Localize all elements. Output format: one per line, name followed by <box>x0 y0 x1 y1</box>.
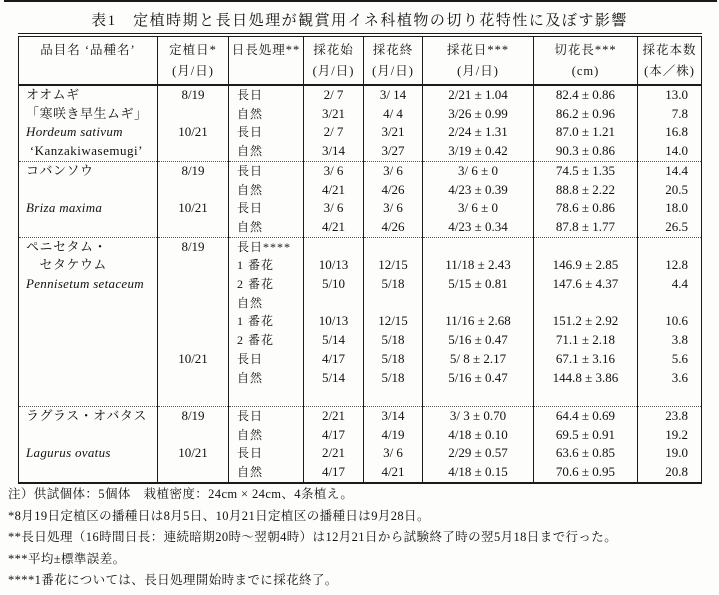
table-cell: 4/19 <box>364 426 423 445</box>
table-cell: 20.5 <box>638 181 702 200</box>
table-cell: 4/21 <box>364 463 423 483</box>
header-line1: 採花終 <box>372 43 414 57</box>
table-body <box>19 85 702 483</box>
header-cutflower-length <box>534 35 638 85</box>
table-cell <box>158 369 229 388</box>
table-cell: 12/15 <box>364 256 423 275</box>
table-cell <box>19 181 158 200</box>
table-cell <box>304 294 364 313</box>
header-line1: 採花日*** <box>446 43 510 57</box>
table-cell: 11/16 ± 2.68 <box>423 312 534 331</box>
table-cell <box>304 387 364 406</box>
table-cell: 82.4 ± 0.86 <box>534 85 638 105</box>
header-line2 <box>19 61 157 82</box>
table-cell: 5/18 <box>364 350 423 369</box>
table-cell: 3/ 3 ± 0.70 <box>423 406 534 425</box>
table-row <box>19 218 702 237</box>
table-cell: 3/ 6 <box>364 444 423 463</box>
table-cell: 「寒咲き早生ムギ」 <box>26 105 148 121</box>
table-row <box>19 444 702 463</box>
header-line2 <box>229 61 303 82</box>
table-cell: 5/14 <box>304 331 364 350</box>
table-cell: 90.3 ± 0.86 <box>534 142 638 161</box>
table-cell: 5/18 <box>364 275 423 294</box>
table-cell <box>364 294 423 313</box>
header-line1: 採花本数 <box>642 43 697 57</box>
table-cell: 5/16 ± 0.47 <box>423 369 534 388</box>
table-cell: 70.6 ± 0.95 <box>534 463 638 483</box>
table-row <box>19 105 702 124</box>
table-cell <box>638 387 702 406</box>
table-cell: 4/18 ± 0.15 <box>423 463 534 483</box>
table-cell: 4/26 <box>364 181 423 200</box>
table-cell <box>158 181 229 200</box>
table-cell: 19.0 <box>638 444 702 463</box>
table-cell: 2 番花 <box>229 275 304 294</box>
table-cell <box>158 256 229 275</box>
table-cell <box>19 218 158 237</box>
table-cell: 10/21 <box>158 199 229 218</box>
table-cell <box>19 369 158 388</box>
table-row <box>19 406 702 425</box>
table-cell: 8/19 <box>158 406 229 425</box>
table-cell: 74.5 ± 1.35 <box>534 161 638 180</box>
header-line2: (月/日) <box>457 64 499 78</box>
table-cell: 3.6 <box>638 369 702 388</box>
table-cell: 5/ 8 ± 2.17 <box>423 350 534 369</box>
footnote: ***平均±標準誤差。 <box>8 551 126 566</box>
table-cell: 5/16 ± 0.47 <box>423 331 534 350</box>
header-harvest-end <box>364 35 423 85</box>
table-cell: 2/24 ± 1.31 <box>423 123 534 142</box>
table-cell: 3/21 <box>364 123 423 142</box>
table-cell: 4.4 <box>638 275 702 294</box>
table-row <box>19 331 702 350</box>
table-row <box>19 350 702 369</box>
table-cell: 5/14 <box>304 369 364 388</box>
table-container <box>18 33 702 484</box>
header-row <box>19 35 702 85</box>
table-cell: 4/ 4 <box>364 105 423 124</box>
table-cell: 4/17 <box>304 426 364 445</box>
table-cell: 3/21 <box>304 105 364 124</box>
table-cell: 87.0 ± 1.21 <box>534 123 638 142</box>
table-row <box>19 237 702 256</box>
table-cell <box>423 237 534 256</box>
table-row <box>19 294 702 313</box>
table-cell <box>19 350 158 369</box>
table-cell: 自然 <box>229 294 304 313</box>
data-table <box>18 33 702 484</box>
table-row <box>19 463 702 483</box>
table-cell: Hordeum sativum <box>26 124 123 140</box>
table-cell <box>19 294 158 313</box>
table-cell: 1 番花 <box>229 256 304 275</box>
table-cell: 23.8 <box>638 406 702 425</box>
table-title: 表1 定植時期と長日処理が観賞用イネ科植物の切り花特性に及ぼす影響 <box>91 13 628 29</box>
table-cell: 10/21 <box>158 123 229 142</box>
table-cell <box>158 294 229 313</box>
table-cell: 69.5 ± 0.91 <box>534 426 638 445</box>
table-cell <box>638 294 702 313</box>
table-cell: 3/ 6 <box>304 161 364 180</box>
table-cell: 8/19 <box>158 85 229 105</box>
table-cell <box>534 294 638 313</box>
table-row <box>19 181 702 200</box>
table-cell: 3/19 ± 0.42 <box>423 142 534 161</box>
table-cell: 10.6 <box>638 312 702 331</box>
footnote: ****1番花については、長日処理開始時までに採花終了。 <box>8 573 338 587</box>
footnote: **長日処理（16時間日長：連続暗期20時～翌朝4時）は12月21日から試験終了時の翌5月18日まで行った。 <box>8 530 618 544</box>
table-cell: 2/21 <box>304 406 364 425</box>
table-row <box>19 275 702 294</box>
table-cell: 3/ 6 ± 0 <box>423 199 534 218</box>
table-cell: 4/21 <box>304 218 364 237</box>
header-line2: (cm) <box>571 64 600 78</box>
table-cell: 63.6 ± 0.85 <box>534 444 638 463</box>
table-cell: 4/21 <box>304 181 364 200</box>
table-row <box>19 85 702 105</box>
table-cell: 長日 <box>229 161 304 180</box>
table-cell: 3/ 6 <box>364 199 423 218</box>
table-cell: 3/ 6 <box>364 161 423 180</box>
header-daylength-treatment <box>229 35 304 85</box>
table-cell: 2/ 7 <box>304 85 364 105</box>
table-cell: 2/29 ± 0.57 <box>423 444 534 463</box>
header-line1: 品目名 ‘品種名’ <box>40 43 136 57</box>
table-cell: 78.6 ± 0.86 <box>534 199 638 218</box>
table-cell: 20.8 <box>638 463 702 483</box>
table-cell <box>229 387 304 406</box>
table-cell <box>304 237 364 256</box>
table-cell: 自然 <box>229 463 304 483</box>
header-line2: (月/日) <box>172 64 214 78</box>
table-cell: Briza maxima <box>26 200 103 216</box>
table-cell: 3/14 <box>364 406 423 425</box>
table-row <box>19 199 702 218</box>
table-cell <box>638 237 702 256</box>
table-row <box>19 369 702 388</box>
table-cell: 長日 <box>229 444 304 463</box>
header-line2: (月/日) <box>312 64 355 78</box>
table-cell <box>158 426 229 445</box>
table-cell: 5.6 <box>638 350 702 369</box>
table-row <box>19 161 702 180</box>
table-cell: 10/13 <box>304 312 364 331</box>
table-cell <box>364 387 423 406</box>
table-row <box>19 312 702 331</box>
table-cell: 3/ 14 <box>364 85 423 105</box>
table-cell: 5/10 <box>304 275 364 294</box>
table-cell: 86.2 ± 0.96 <box>534 105 638 124</box>
table-cell <box>158 142 229 161</box>
table-cell: 4/26 <box>364 218 423 237</box>
table-row <box>19 426 702 445</box>
table-cell: ラグラス・オバタス <box>19 406 158 425</box>
table-row <box>19 256 702 275</box>
header-stems-per-plant <box>638 35 702 85</box>
table-cell <box>158 463 229 483</box>
table-cell: 4/23 ± 0.39 <box>423 181 534 200</box>
table-cell: 8/19 <box>158 237 229 256</box>
footnotes <box>8 484 715 592</box>
table-cell: 11/18 ± 2.43 <box>423 256 534 275</box>
table-cell: 13.0 <box>638 85 702 105</box>
table-cell: 18.0 <box>638 199 702 218</box>
table-cell: 自然 <box>229 142 304 161</box>
table-cell: 長日 <box>229 123 304 142</box>
table-cell: 71.1 ± 2.18 <box>534 331 638 350</box>
table-cell: 26.5 <box>638 218 702 237</box>
table-cell: 3.8 <box>638 331 702 350</box>
table-cell: 4/18 ± 0.10 <box>423 426 534 445</box>
table-header <box>19 35 702 85</box>
header-harvest-start <box>304 35 364 85</box>
table-cell: 12/15 <box>364 312 423 331</box>
table-cell <box>158 387 229 406</box>
table-cell: Lagurus ovatus <box>26 445 111 461</box>
table-cell: 自然 <box>229 369 304 388</box>
table-cell: 3/27 <box>364 142 423 161</box>
table-cell: 87.8 ± 1.77 <box>534 218 638 237</box>
table-cell <box>19 331 158 350</box>
table-cell: 自然 <box>229 105 304 124</box>
table-cell: ‘Kanzakiwasemugi’ <box>26 143 143 159</box>
table-cell: 4/17 <box>304 350 364 369</box>
table-cell: 5/15 ± 0.81 <box>423 275 534 294</box>
table-cell <box>19 426 158 445</box>
table-cell <box>158 275 229 294</box>
table-cell: 3/26 ± 0.99 <box>423 105 534 124</box>
table-cell: 5/18 <box>364 331 423 350</box>
table-cell: 67.1 ± 3.16 <box>534 350 638 369</box>
header-harvest-date <box>423 35 534 85</box>
table-cell: 長日 <box>229 350 304 369</box>
table-cell: 自然 <box>229 218 304 237</box>
table-cell: 1 番花 <box>229 312 304 331</box>
table-cell <box>158 105 229 124</box>
table-cell: 144.8 ± 3.86 <box>534 369 638 388</box>
table-cell: 10/13 <box>304 256 364 275</box>
table-cell <box>534 237 638 256</box>
table-row <box>19 387 702 406</box>
table-cell <box>364 237 423 256</box>
table-cell <box>158 218 229 237</box>
table-cell: 長日 <box>229 406 304 425</box>
table-cell <box>423 294 534 313</box>
table-cell: 長日 <box>229 85 304 105</box>
table-cell: 3/ 6 <box>304 199 364 218</box>
table-cell <box>534 387 638 406</box>
header-line1: 定植日* <box>169 43 217 57</box>
table-cell: 19.2 <box>638 426 702 445</box>
table-cell: オオムギ <box>26 87 80 102</box>
table-cell: 7.8 <box>638 105 702 124</box>
table-cell: セタケウム <box>26 257 107 273</box>
header-item-name <box>19 35 158 85</box>
table-cell: 64.4 ± 0.69 <box>534 406 638 425</box>
table-cell <box>19 312 158 331</box>
table-cell: 自然 <box>229 181 304 200</box>
table-cell: 16.8 <box>638 123 702 142</box>
table-cell: 長日**** <box>229 237 304 256</box>
table-cell: 146.9 ± 2.85 <box>534 256 638 275</box>
table-cell: 14.0 <box>638 142 702 161</box>
footnote: *8月19日定植区の播種日は8月5日、10月21日定植区の播種日は9月28日。 <box>8 508 430 523</box>
footnote: 注）供試個体：5個体 栽植密度：24cm × 24cm、4条植え。 <box>8 487 354 501</box>
table-row <box>19 123 702 142</box>
header-line2: (月/日) <box>372 64 414 78</box>
table-cell: 2/ 7 <box>304 123 364 142</box>
table-cell <box>158 312 229 331</box>
table-cell: 3/ 6 ± 0 <box>423 161 534 180</box>
table-cell <box>158 331 229 350</box>
header-line1: 採花始 <box>313 43 354 57</box>
table-cell: 5/18 <box>364 369 423 388</box>
table-cell: 12.8 <box>638 256 702 275</box>
table-cell: 自然 <box>229 426 304 445</box>
table-cell: 4/23 ± 0.34 <box>423 218 534 237</box>
table-cell: コバンソウ <box>19 161 158 180</box>
table-cell: 147.6 ± 4.37 <box>534 275 638 294</box>
table-cell: 長日 <box>229 199 304 218</box>
scan-edge-line <box>4 0 717 2</box>
table-cell: ペニセタム・ <box>19 237 158 256</box>
table-cell: 4/17 <box>304 463 364 483</box>
table-row <box>19 142 702 161</box>
table-cell: 10/21 <box>158 444 229 463</box>
table-cell: 10/21 <box>158 350 229 369</box>
table-cell: 3/14 <box>304 142 364 161</box>
table-cell <box>19 387 158 406</box>
header-planting-date <box>158 35 229 85</box>
header-line1: 日長処理** <box>231 43 301 57</box>
table-cell: 2/21 ± 1.04 <box>423 85 534 105</box>
table-cell <box>19 463 158 483</box>
table-cell: 2/21 <box>304 444 364 463</box>
table-cell: 88.8 ± 2.22 <box>534 181 638 200</box>
header-line1: 切花長*** <box>554 43 617 57</box>
table-cell: 14.4 <box>638 161 702 180</box>
header-line2: (本／株) <box>644 64 695 78</box>
table-cell: 8/19 <box>158 161 229 180</box>
table-cell: 2 番花 <box>229 331 304 350</box>
table-cell: Pennisetum setaceum <box>26 276 144 292</box>
table-cell: 151.2 ± 2.92 <box>534 312 638 331</box>
table-cell <box>423 387 534 406</box>
